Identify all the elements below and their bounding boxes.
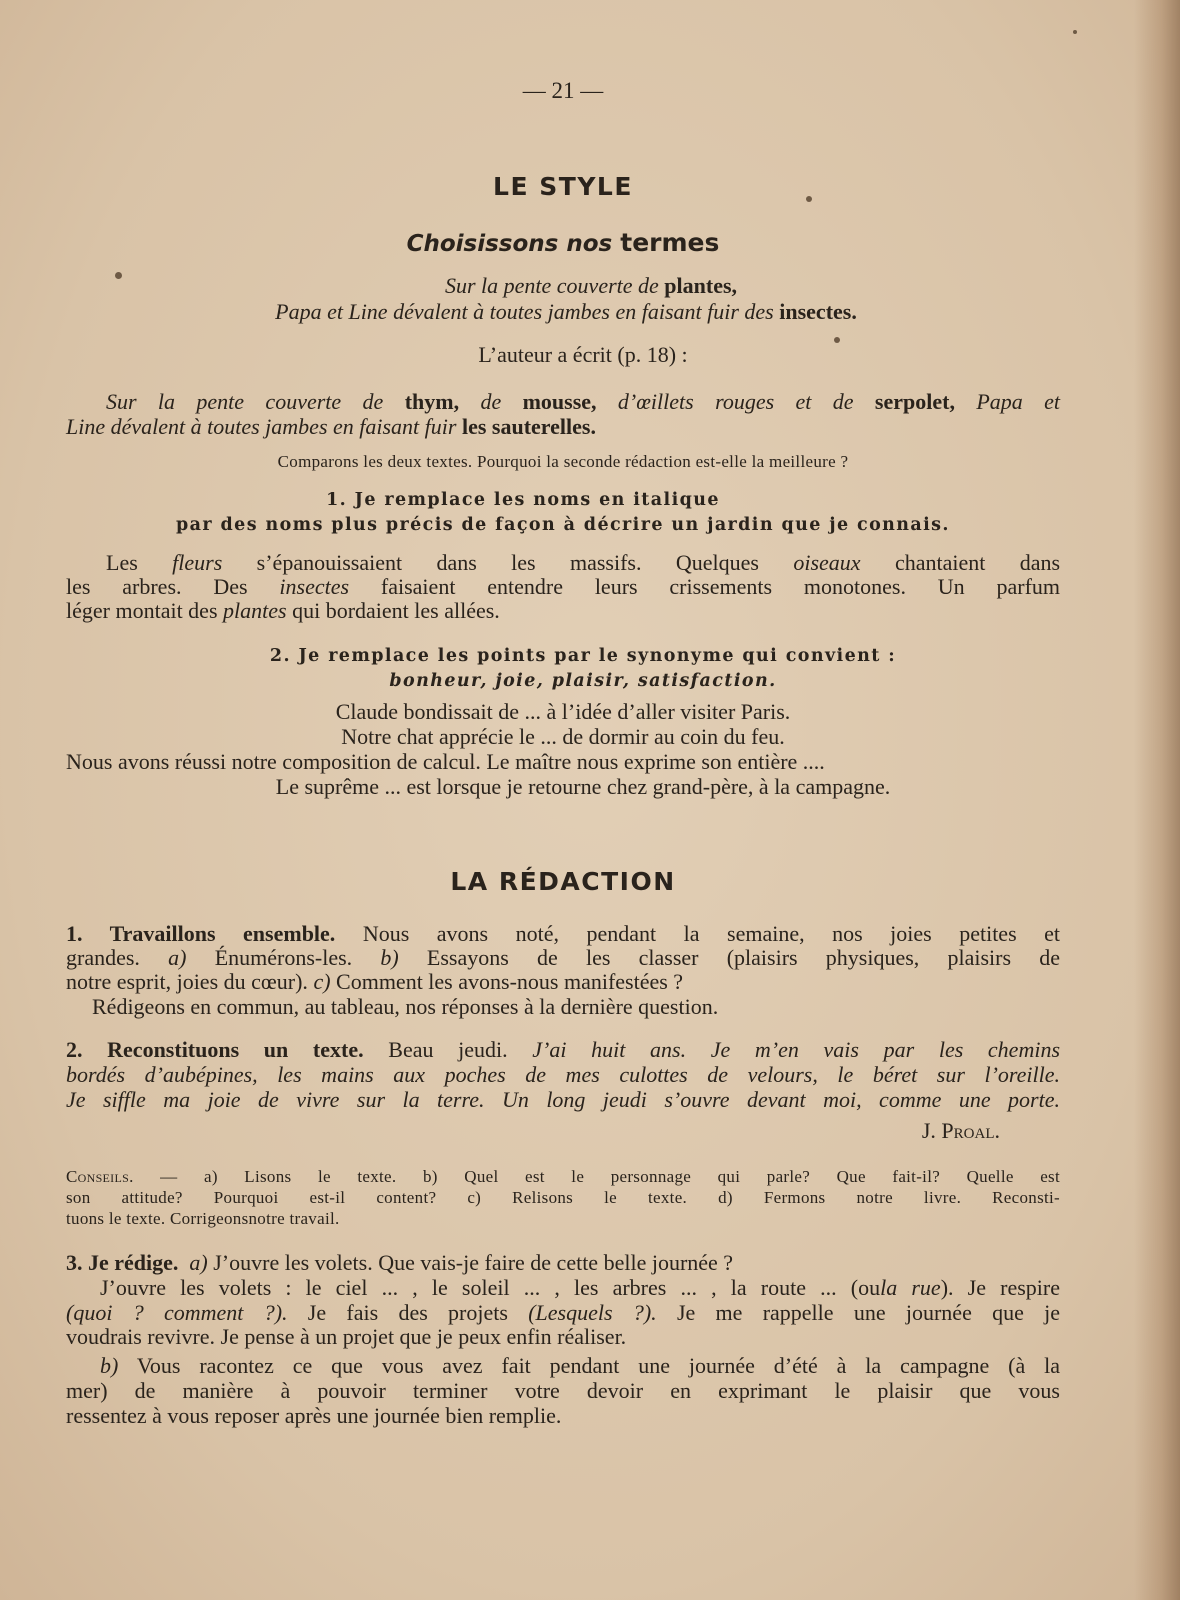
- text-span: Beau jeudi.: [388, 1037, 508, 1062]
- bold-word: mousse,: [522, 389, 597, 414]
- text-span: Sur la pente couverte de: [106, 389, 384, 414]
- text-span: qui bordaient les allées.: [292, 598, 500, 623]
- page-edge-shadow: [1134, 0, 1180, 1600]
- redaction-p2-line1: [66, 1037, 1060, 1062]
- text-span: Sur la pente couverte de: [444, 273, 659, 298]
- redaction-p2-line2: bordés d’aubépines, les mains aux poches de mes culottes de velours, le béret sur l’oreille.: [66, 1062, 1060, 1087]
- redaction-p1-line4: Rédigeons en commun, au tableau, nos réponses à la dernière question.: [92, 994, 719, 1019]
- bold-word: serpolet,: [874, 389, 955, 414]
- compare-question: Comparons les deux textes. Pourquoi la seconde rédaction est-elle la meilleure ?: [277, 452, 849, 471]
- italic-word: insectes: [279, 574, 350, 599]
- text-span: J’ouvre les volets. Que vais-je faire de cette belle journée ?: [213, 1250, 734, 1275]
- example1-line1: [94, 273, 1088, 299]
- bold-word: plantes,: [664, 273, 738, 298]
- example2-line2: [66, 414, 1060, 439]
- text-span: Les: [106, 550, 138, 575]
- subtitle-bold: termes: [620, 228, 720, 257]
- text-span: Papa et: [976, 389, 1061, 414]
- italic-letter: c): [313, 969, 331, 994]
- bold-word: les sauterelles.: [461, 414, 596, 439]
- redaction-p3-line2: [66, 1275, 1060, 1300]
- redaction-p1-line2: [66, 945, 1060, 970]
- italic-letter: a): [189, 1250, 208, 1275]
- exercise1-title-line1: 1. Je remplace les noms en italique: [326, 490, 720, 510]
- exercise2-sentence3: Nous avons réussi notre composition de calcul. Le maître nous exprime son entière ....: [66, 749, 825, 774]
- conseils-line3: tuons le texte. Corrigeonsnotre travail.: [66, 1209, 340, 1228]
- exercise1-text-line1: [66, 550, 1060, 575]
- exercise1-text-line2: [66, 574, 1060, 599]
- conseils-line2: son attitude? Pourquoi est-il content? c) Relisons le texte. d) Fermons notre livre. Reconsti-: [66, 1188, 1060, 1207]
- redaction-p3-line6: mer) de manière à pouvoir terminer votre devoir en exprimant le plaisir que vous: [66, 1378, 1060, 1403]
- redaction-p3-line4: voudrais revivre. Je pense à un projet que je peux enfin réaliser.: [66, 1324, 627, 1349]
- redaction-p1-line3: [66, 969, 1060, 994]
- italic-letter: b): [100, 1353, 119, 1378]
- italic-word: (Lesquels ?).: [528, 1300, 657, 1325]
- text-span: rouges et de: [715, 389, 854, 414]
- italic-word: fleurs: [172, 550, 223, 575]
- text-span: de: [480, 389, 502, 414]
- conseils-label: Conseils.: [66, 1167, 134, 1186]
- text-span: faisaient entendre leurs crissements monotones. Un parfum: [380, 574, 1061, 599]
- conseils-line1: [66, 1166, 1060, 1187]
- text-span: Line dévalent à toutes jambes en faisant fuir: [66, 414, 457, 439]
- italic-word: oiseaux: [793, 550, 861, 575]
- bold-word: insectes.: [779, 299, 857, 324]
- page-number: — 21 —: [522, 78, 604, 103]
- quote-author: [66, 1118, 1000, 1143]
- text-span: Je fais des projets: [307, 1300, 508, 1325]
- exercise2-title-line2: bonheur, joie, plaisir, satisfaction.: [389, 671, 777, 691]
- exercise-label: 2. Reconstituons un texte.: [66, 1037, 364, 1062]
- author-name: J. Proal.: [921, 1118, 1000, 1143]
- redaction-p3-line7: ressentez à vous reposer après une journée bien remplie.: [66, 1403, 562, 1428]
- page-stain: [1073, 30, 1077, 34]
- text-span: grandes.: [66, 945, 140, 970]
- italic-word: la rue: [880, 1275, 941, 1300]
- text-span: notre esprit, joies du cœur).: [66, 969, 308, 994]
- example1-line2: [126, 299, 1006, 325]
- example2-line1: [66, 389, 1060, 414]
- exercise1-title-line2: par des noms plus précis de façon à décrire un jardin que je connais.: [176, 515, 950, 535]
- exercise2-sentence1: Claude bondissait de ... à l’idée d’aller visiter Paris.: [335, 699, 791, 724]
- exercise-label: 1. Travaillons ensemble.: [66, 921, 336, 946]
- exercise2-title-line1: 2. Je remplace les points par le synonyme qui convient :: [269, 646, 897, 666]
- section-title-redaction: LA RÉDACTION: [450, 867, 676, 896]
- italic-word: (quoi ? comment ?).: [66, 1300, 288, 1325]
- text-span: s’épanouissaient dans les massifs. Quelques: [256, 550, 759, 575]
- bold-word: thym,: [404, 389, 460, 414]
- italic-letter: a): [168, 945, 187, 970]
- section-title-style: LE STYLE: [493, 172, 633, 201]
- text-span: léger montait des: [66, 598, 218, 623]
- exercise2-sentence2: Notre chat apprécie le ... de dormir au coin du feu.: [341, 724, 785, 749]
- subtitle-italic: Choisissons nos: [406, 231, 613, 257]
- text-span: Comment les avons-nous manifestées ?: [336, 969, 684, 994]
- redaction-p3-line3: [66, 1300, 1060, 1325]
- text-span: Je me rappelle une journée que je: [676, 1300, 1061, 1325]
- text-span: Essayons de les classer (plaisirs physiques, plaisirs de: [426, 945, 1061, 970]
- text-span: J’ouvre les volets : le ciel ... , le soleil ... , les arbres ... , la route ... (ou: [100, 1275, 881, 1300]
- text-span: d’œillets: [617, 389, 694, 414]
- text-span: Vous racontez ce que vous avez fait pendant une journée d’été à la campagne (à la: [136, 1353, 1060, 1378]
- exercise1-text-line3: [66, 598, 1060, 623]
- text-span: Nous avons noté, pendant la semaine, nos joies petites et: [362, 921, 1061, 946]
- redaction-p1-line1: [66, 921, 1060, 946]
- text-span: les arbres. Des: [66, 574, 248, 599]
- redaction-p3-line1: [66, 1250, 1060, 1275]
- section-subtitle: [66, 228, 1060, 257]
- text-span: — a) Lisons le texte. b) Quel est le personnage qui parle? Que fait-il? Quelle est: [160, 1167, 1060, 1186]
- redaction-p2-line3: Je siffle ma joie de vivre sur la terre. Un long jeudi s’ouvre devant moi, comme une porte.: [66, 1087, 1060, 1112]
- redaction-p3-line5: [66, 1353, 1060, 1378]
- text-span: J’ai huit ans. Je m’en vais par les chemins: [532, 1037, 1061, 1062]
- text-span: Papa et Line dévalent à toutes jambes en faisant fuir des: [275, 299, 774, 324]
- italic-word: plantes: [223, 598, 287, 623]
- text-span: chantaient dans: [894, 550, 1061, 575]
- exercise-label: 3. Je rédige.: [66, 1250, 179, 1275]
- italic-letter: b): [380, 945, 399, 970]
- author-note: L’auteur a écrit (p. 18) :: [478, 342, 688, 367]
- text-span: Énumérons-les.: [214, 945, 353, 970]
- text-span: ). Je respire: [940, 1275, 1060, 1300]
- exercise2-sentence4: Le suprême ... est lorsque je retourne chez grand-père, à la campagne.: [275, 774, 891, 799]
